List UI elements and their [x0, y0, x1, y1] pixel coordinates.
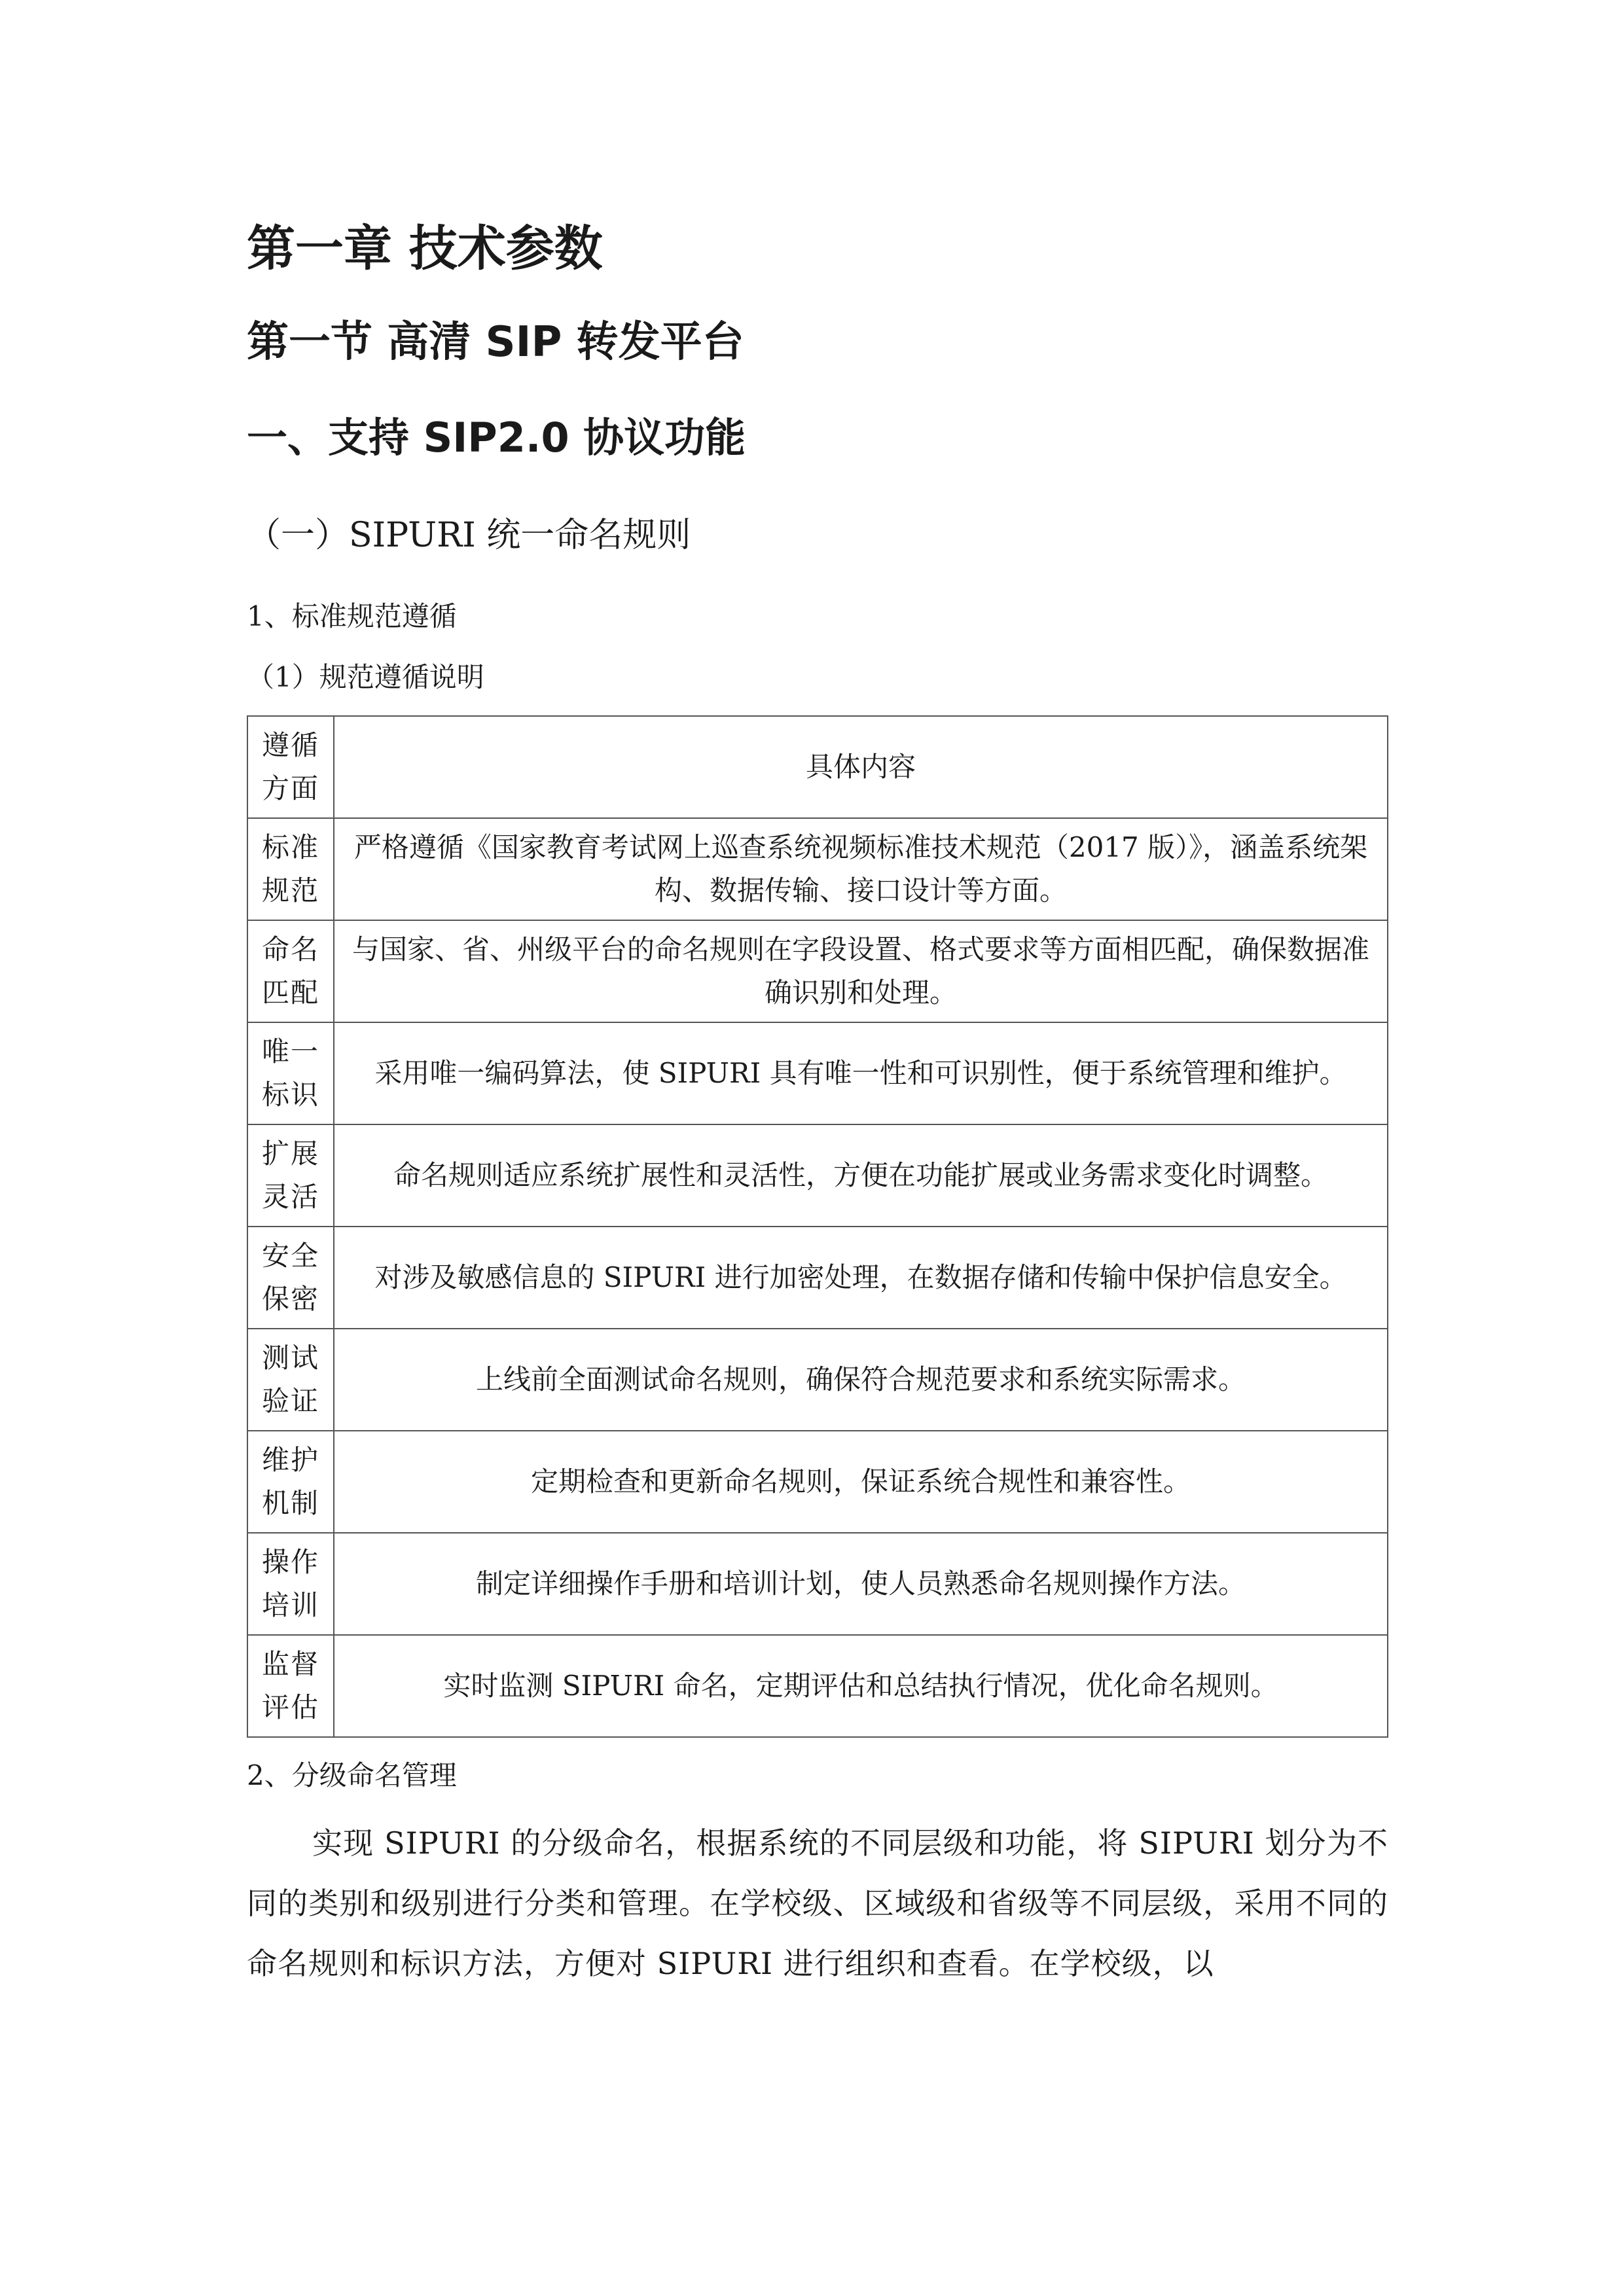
row-aspect-cell: 唯一标识 — [247, 1022, 334, 1124]
row-content-cell: 采用唯一编码算法，使 SIPURI 具有唯一性和可识别性，便于系统管理和维护。 — [334, 1022, 1388, 1124]
item-1-heading: 1、标准规范遵循 — [247, 600, 457, 632]
row-content-cell: 严格遵循《国家教育考试网上巡查系统视频标准技术规范（2017 版）》，涵盖系统架构、数据传输、接口设计等方面。 — [334, 818, 1388, 920]
table-row — [247, 1635, 1388, 1737]
subsection-title: 一、支持 SIP2.0 协议功能 — [247, 414, 746, 461]
row-content-cell: 定期检查和更新命名规则，保证系统合规性和兼容性。 — [334, 1431, 1388, 1533]
row-aspect-cell: 监督评估 — [247, 1635, 334, 1737]
row-aspect-cell: 操作培训 — [247, 1533, 334, 1635]
table-row — [247, 1431, 1388, 1533]
header-cell-content: 具体内容 — [334, 716, 1388, 818]
table-row — [247, 1022, 1388, 1124]
row-content-cell: 与国家、省、州级平台的命名规则在字段设置、格式要求等方面相匹配，确保数据准确识别和处理。 — [334, 920, 1388, 1022]
table-row — [247, 1124, 1388, 1227]
table-row — [247, 920, 1388, 1022]
row-content-cell: 命名规则适应系统扩展性和灵活性，方便在功能扩展或业务需求变化时调整。 — [334, 1124, 1388, 1227]
table-row — [247, 1533, 1388, 1635]
table-header-row — [247, 716, 1388, 818]
compliance-table — [247, 715, 1388, 1738]
row-aspect-cell: 命名匹配 — [247, 920, 334, 1022]
row-aspect-cell: 安全保密 — [247, 1227, 334, 1329]
item-2-heading: 2、分级命名管理 — [247, 1759, 457, 1791]
item-1-sub-heading: （1）规范遵循说明 — [247, 661, 484, 693]
row-aspect-cell: 扩展灵活 — [247, 1124, 334, 1227]
table-row — [247, 1227, 1388, 1329]
section-title: 第一节 高清 SIP 转发平台 — [247, 318, 744, 367]
body-paragraph: 实现 SIPURI 的分级命名，根据系统的不同层级和功能，将 SIPURI 划分为不同的类别和级别进行分类和管理。在学校级、区域级和省级等不同层级，采用不同的命名规则和标识方法，方便对 SIPURI 进行组织和查看。在学校级，以 — [247, 1825, 1388, 1981]
row-aspect-cell: 测试验证 — [247, 1329, 334, 1431]
header-cell-aspect: 遵循方面 — [247, 716, 334, 818]
row-content-cell: 实时监测 SIPURI 命名，定期评估和总结执行情况，优化命名规则。 — [334, 1635, 1388, 1737]
row-content-cell: 上线前全面测试命名规则，确保符合规范要求和系统实际需求。 — [334, 1329, 1388, 1431]
chapter-title: 第一章 技术参数 — [247, 221, 603, 277]
row-content-cell: 制定详细操作手册和培训计划，使人员熟悉命名规则操作方法。 — [334, 1533, 1388, 1635]
subsubsection-title: （一）SIPURI 统一命名规则 — [247, 516, 691, 555]
row-content-cell: 对涉及敏感信息的 SIPURI 进行加密处理，在数据存储和传输中保护信息安全。 — [334, 1227, 1388, 1329]
table-row — [247, 818, 1388, 920]
row-aspect-cell: 标准规范 — [247, 818, 334, 920]
row-aspect-cell: 维护机制 — [247, 1431, 334, 1533]
table-row — [247, 1329, 1388, 1431]
